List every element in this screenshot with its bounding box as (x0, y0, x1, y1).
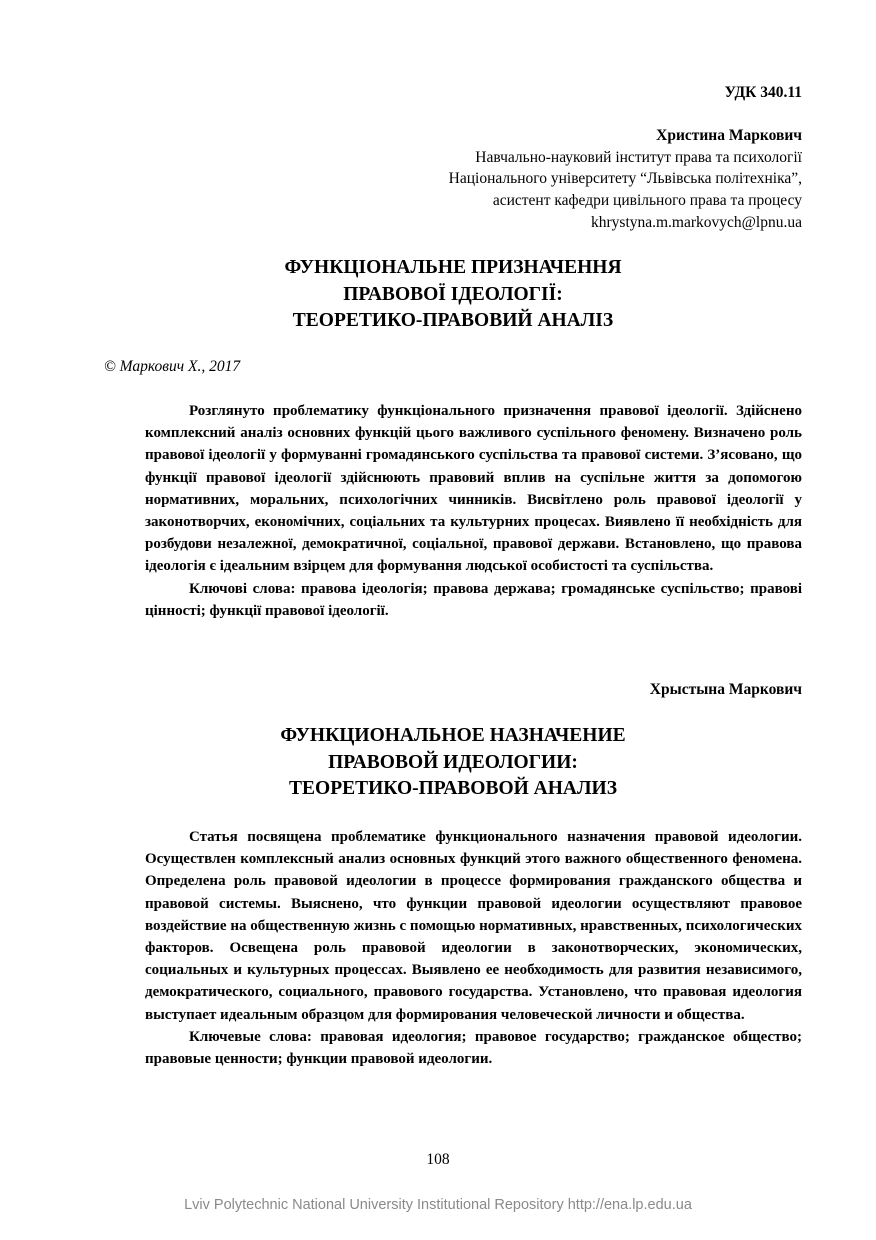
copyright-notice: © Маркович Х., 2017 (104, 358, 241, 375)
title-line: ТЕОРЕТИКО-ПРАВОВОЙ АНАЛИЗ (289, 778, 617, 799)
title-line: ФУНКЦИОНАЛЬНОЕ НАЗНАЧЕНИЕ (280, 725, 626, 746)
article-title-uk (80, 255, 826, 335)
title-line: ТЕОРЕТИКО-ПРАВОВИЙ АНАЛІЗ (292, 310, 614, 331)
affiliation-line: асистент кафедри цивільного права та процесу (492, 192, 802, 210)
article-title-ru (80, 723, 826, 803)
abstract-uk (145, 400, 802, 622)
keywords-ru: Ключевые слова: правовая идеология; правовое государство; гражданское общество; правовые ценности; функции правовой идеологии. (145, 1028, 802, 1068)
author-affiliation-uk (302, 125, 802, 234)
page-number: 108 (426, 1151, 450, 1168)
repository-footer: Lviv Polytechnic National University Institutional Repository http://ena.lp.edu.ua (184, 1197, 692, 1213)
udk-code: УДК 340.11 (724, 84, 802, 101)
title-line: ПРАВОВОЙ ИДЕОЛОГИИ: (328, 751, 578, 773)
title-line: ФУНКЦІОНАЛЬНЕ ПРИЗНАЧЕННЯ (284, 257, 622, 278)
author-name-ru: Хрыстына Маркович (649, 681, 802, 698)
abstract-text-uk: Розглянуто проблематику функціонального призначення правової ідеології. Здійснено комплексний аналіз основних функцій цього важливого суспільного феномену. Визначено роль правової ідеології у формуванні громадянського суспільства та правової системи. З’ясовано, що функції правової ідеології здійснюють правовий вплив на суспільне життя за допомогою нормативних, моральних, психологічних чинників. Висвітлено роль правової ідеології у законотворчих, економічних, соціальних та культурних процесах. Виявлено її необхідність для розбудови незалежної, демократичної, соціальної, правової держави. Встановлено, що правова ідеологія є ідеальним взірцем для формування людської особистості та суспільства. (145, 403, 802, 575)
author-name-uk: Христина Маркович (656, 127, 802, 144)
author-email: khrystyna.m.markovych@lpnu.ua (591, 213, 802, 231)
abstract-text-ru: Статья посвящена проблематике функционального назначения правовой идеологии. Осуществлен комплексный анализ основных функций этого важного общественного феномена. Определена роль правовой идеологии в процессе формирования гражданского общества и правовой системы. Выяснено, что функции правовой идеологии осуществляют правовое воздействие на общественную жизнь с помощью нормативных, нравственных, психологических факторов. Освещена роль правовой идеологии в законотворческих, экономических, социальных и культурных процессах. Выявлено ее необходимость для развития независимого, демократического, социального, правового государства. Установлено, что правовая идеология выступает идеальным образцом для формирования человеческой личности и общества. (145, 829, 802, 1023)
title-line: ПРАВОВОЇ ІДЕОЛОГІЇ: (343, 283, 563, 305)
keywords-uk: Ключові слова: правова ідеологія; правова держава; громадянське суспільство; правові цінності; функції правової ідеології. (145, 580, 802, 619)
affiliation-line: Національного університету “Львівська політехніка”, (448, 170, 802, 188)
abstract-ru (145, 826, 802, 1070)
affiliation-line: Навчально-науковий інститут права та психології (475, 148, 802, 166)
